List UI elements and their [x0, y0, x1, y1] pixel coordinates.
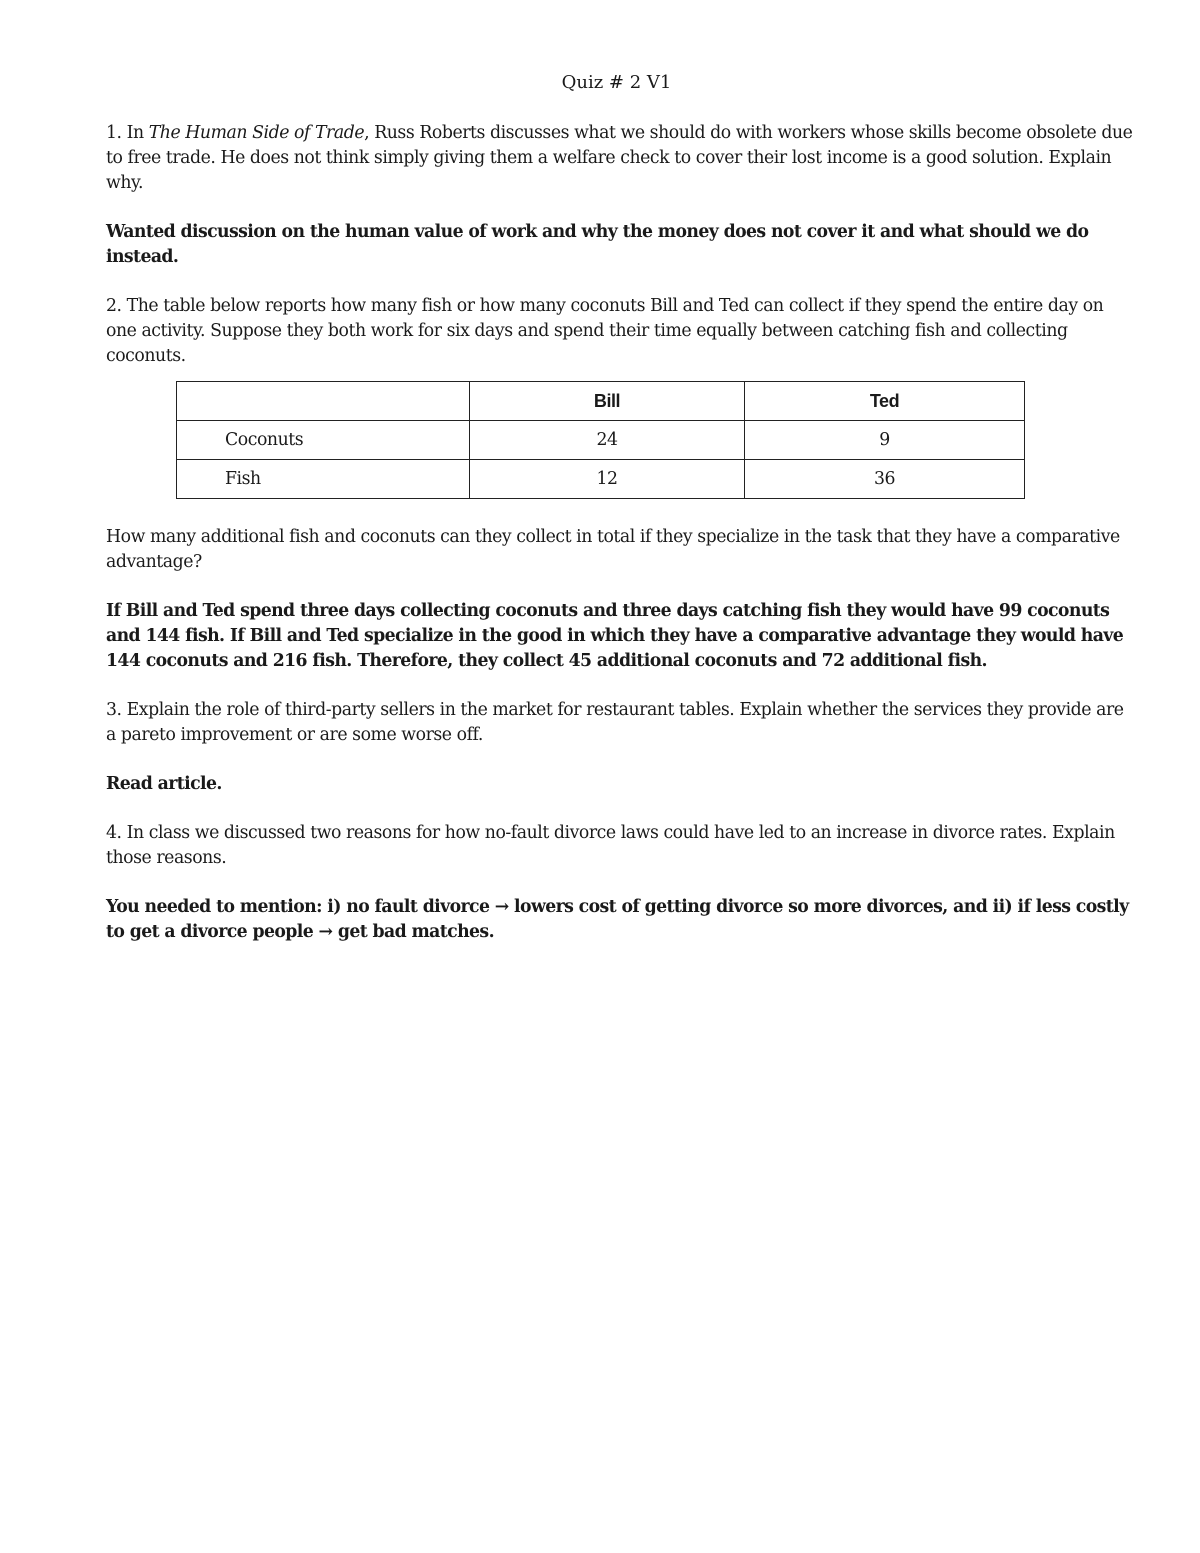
- table-header-empty: [177, 382, 470, 421]
- answer-4: You needed to mention: i) no fault divorce → lowers cost of getting divorce so more divorces, and ii) if less costly to get a divorce people → get bad matches.: [106, 897, 1129, 942]
- question-1-text: , Russ Roberts discusses what we should do with workers whose skills become obsolete due to free trade. He does not think simply giving them a welfare check to cover their lost income is a good solution. Explain why.: [106, 123, 1133, 193]
- question-2: 2. The table below reports how many fish or how many coconuts Bill and Ted can collect if they spend the entire day on one activity. Suppose they both work for six days and spend their time equally between catching fish and collecting coconuts.: [106, 296, 1104, 366]
- table-row: [177, 421, 1025, 460]
- question-3: 3. Explain the role of third-party sellers in the market for restaurant tables. Explain whether the services they provide are a pareto improvement or are some worse off.: [106, 700, 1124, 745]
- cell-bill-fish: 12: [470, 460, 745, 499]
- answer-2: If Bill and Ted spend three days collecting coconuts and three days catching fish they would have 99 coconuts and 144 fish. If Bill and Ted specialize in the good in which they have a comparative advantage they would have 144 coconuts and 216 fish. Therefore, they collect 45 additional coconuts and 72 additional fish.: [106, 601, 1124, 671]
- question-1-prefix: 1. In: [106, 123, 149, 143]
- table-header-ted: Ted: [745, 382, 1025, 421]
- row-label-coconuts: Coconuts: [177, 421, 470, 460]
- cell-bill-coconuts: 24: [470, 421, 745, 460]
- quiz-title: Quiz # 2 V1: [561, 72, 672, 93]
- book-title: The Human Side of Trade: [148, 123, 365, 143]
- quiz-content: [106, 121, 1136, 969]
- answer-3: Read article.: [106, 774, 222, 794]
- cell-ted-fish: 36: [745, 460, 1025, 499]
- production-table: [176, 381, 1025, 499]
- cell-ted-coconuts: 9: [745, 421, 1025, 460]
- answer-1: Wanted discussion on the human value of work and why the money does not cover it and what should we do instead.: [106, 222, 1089, 267]
- table-header-row: [177, 382, 1025, 421]
- question-2-followup: How many additional fish and coconuts can they collect in total if they specialize in the task that they have a comparative advantage?: [106, 527, 1120, 572]
- table-header-bill: Bill: [470, 382, 745, 421]
- row-label-fish: Fish: [177, 460, 470, 499]
- table-row: [177, 460, 1025, 499]
- question-1: [106, 121, 1136, 196]
- question-4: 4. In class we discussed two reasons for how no-fault divorce laws could have led to an increase in divorce rates. Explain those reasons.: [106, 823, 1115, 868]
